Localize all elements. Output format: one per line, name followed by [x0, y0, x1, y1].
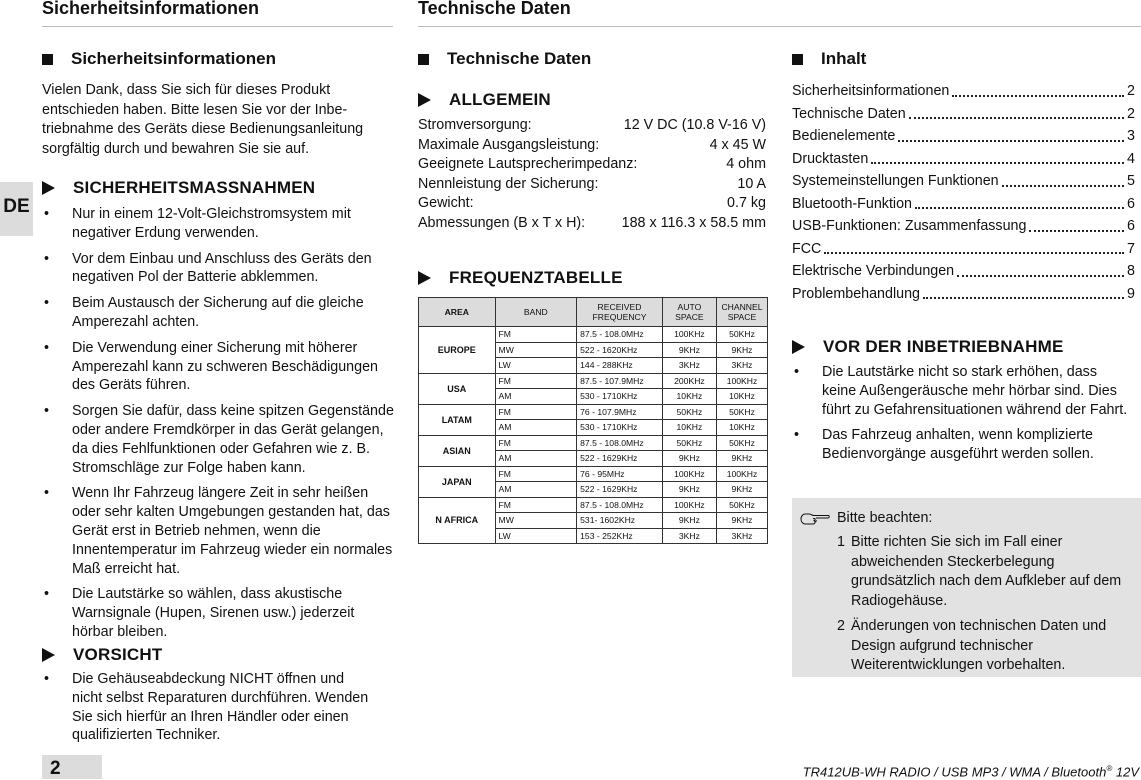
caution-heading-text: VORSICHT	[73, 645, 163, 664]
band-cell: FM	[495, 435, 577, 451]
list-item	[42, 250, 397, 288]
bullet-icon: •	[44, 250, 50, 267]
safety-heading	[42, 49, 276, 69]
spec-row	[418, 136, 766, 156]
spec-value: 0.7 kg	[727, 195, 766, 211]
toc-item[interactable]	[792, 172, 1135, 192]
band-cell: FM	[495, 404, 577, 420]
bullet-icon: •	[44, 295, 50, 312]
toc-page: 8	[1127, 263, 1135, 279]
before-use-heading	[792, 337, 1064, 357]
channel-space-cell: 100KHz	[716, 466, 767, 482]
bullet-icon: •	[794, 427, 800, 444]
toc-page: 7	[1127, 240, 1135, 257]
col-header-channel-line2: SPACE	[727, 312, 757, 322]
band-cell: FM	[495, 373, 577, 389]
contents-heading	[792, 49, 866, 69]
spec-value: 10 A	[737, 175, 766, 192]
list-item-text: Die Verwendung einer Sicherung mit höherer Amperezahl kann zu schweren Beschädigungen des Geräts führen.	[72, 339, 378, 394]
triangle-bullet-icon	[42, 181, 55, 195]
caution-heading	[42, 645, 162, 665]
list-item	[42, 205, 397, 243]
area-cell: LATAM	[419, 404, 496, 435]
toc-page: 3	[1127, 128, 1135, 144]
safety-intro: Vielen Dank, dass Sie sich für dieses Produkt entschieden haben. Bitte lesen Sie vor der Inbe-triebnahme des Geräts diese Bedienungsanleitung sorgfältig durch und bewahren Sie sie auf.	[42, 82, 364, 157]
spec-label: Nennleistung der Sicherung:	[418, 175, 599, 192]
col-header-auto-line2: SPACE	[675, 312, 704, 322]
toc-leader	[1029, 217, 1124, 232]
registered-mark: ®	[1106, 764, 1113, 773]
freq-cell: 87.5 - 108.0MHz	[577, 327, 663, 343]
freq-cell: 76 - 95MHz	[577, 466, 663, 482]
auto-space-cell: 9KHz	[662, 342, 716, 358]
toc-leader	[898, 127, 1124, 142]
freq-heading	[418, 268, 623, 288]
toc-leader	[957, 262, 1124, 277]
before-use-heading-text: VOR DER INBETRIEBNAHME	[823, 337, 1064, 356]
toc-leader	[1002, 172, 1124, 187]
toc-list	[792, 82, 1135, 307]
list-item-text: Vor dem Einbau und Anschluss des Geräts den negativen Pol der Batterie abklemmen.	[72, 250, 372, 286]
toc-page: 6	[1127, 218, 1135, 234]
list-item-text: Wenn Ihr Fahrzeug längere Zeit in sehr heißen oder sehr kalten Umgebungen gestanden hat, das Gerät erst in Betrieb nehmen, wenn die Innentemperatur im Fahrzeug wieder ein normales Maß erreicht hat.	[72, 485, 393, 577]
channel-space-cell: 100KHz	[716, 373, 767, 389]
toc-item[interactable]	[792, 150, 1135, 170]
bullet-icon: •	[794, 364, 800, 380]
freq-cell: 531- 1602KHz	[577, 513, 663, 529]
general-heading-text: ALLGEMEIN	[449, 90, 551, 109]
freq-cell: 530 - 1710KHz	[577, 420, 663, 436]
spec-label: Stromversorgung:	[418, 117, 532, 133]
table-row	[419, 373, 768, 389]
channel-space-cell: 50KHz	[716, 497, 767, 513]
spec-row	[418, 214, 766, 234]
col-header-auto	[662, 298, 716, 327]
band-cell: LW	[495, 528, 577, 544]
table-row	[419, 466, 768, 482]
toc-title: Systemeinstellungen Funktionen	[792, 173, 999, 189]
language-tab-label: DE	[3, 196, 30, 217]
toc-title: USB-Funktionen: Zusammenfassung	[792, 218, 1027, 234]
bullet-icon: •	[44, 206, 50, 222]
toc-leader	[952, 82, 1124, 97]
page-number: 2	[50, 758, 61, 779]
bullet-icon: •	[44, 671, 50, 687]
band-cell: FM	[495, 497, 577, 513]
toc-item[interactable]	[792, 82, 1135, 102]
channel-space-cell: 9KHz	[716, 342, 767, 358]
toc-item[interactable]	[792, 195, 1135, 215]
auto-space-cell: 9KHz	[662, 482, 716, 498]
square-bullet-icon	[42, 54, 53, 65]
area-cell: ASIAN	[419, 435, 496, 466]
bullet-icon: •	[44, 586, 50, 603]
list-item	[42, 484, 397, 578]
freq-cell: 153 - 252KHz	[577, 528, 663, 544]
table-header-row	[419, 298, 768, 327]
toc-title: Technische Daten	[792, 105, 906, 122]
toc-item[interactable]	[792, 285, 1135, 305]
square-bullet-icon	[792, 54, 803, 65]
bullet-icon: •	[44, 339, 50, 356]
note-title: Bitte beachten:	[837, 510, 933, 526]
area-cell: JAPAN	[419, 466, 496, 497]
spec-row	[418, 155, 766, 175]
table-row	[419, 404, 768, 420]
tech-heading-text: Technische Daten	[447, 49, 592, 68]
caution-list	[42, 670, 377, 752]
toc-page: 6	[1127, 195, 1135, 212]
toc-item[interactable]	[792, 217, 1135, 237]
spec-row	[418, 175, 766, 195]
area-cell: N AFRICA	[419, 497, 496, 544]
freq-cell: 87.5 - 108.0MHz	[577, 497, 663, 513]
footer-model-name: TR412UB-WH RADIO / USB MP3 / WMA / Bluetooth	[802, 764, 1107, 780]
list-item-text: Sorgen Sie dafür, dass keine spitzen Gegenstände oder andere Fremdkörper in das Gerät gelangen, da dies Fehlfunktionen oder Gefahren wie z. B. Stromschläge zur Folge haben kann.	[72, 403, 394, 476]
col-header-band: BAND	[495, 298, 577, 327]
list-item	[42, 585, 397, 641]
col-header-area: AREA	[419, 298, 496, 327]
col-header-auto-line1: AUTO	[677, 302, 702, 312]
note-item	[837, 617, 1132, 676]
channel-space-cell: 9KHz	[716, 482, 767, 498]
auto-space-cell: 100KHz	[662, 497, 716, 513]
band-cell: LW	[495, 358, 577, 374]
toc-leader	[871, 150, 1124, 165]
note-box	[792, 498, 1141, 677]
toc-item[interactable]	[792, 240, 1135, 260]
freq-cell: 144 - 288KHz	[577, 358, 663, 374]
col-header-received-line1: RECEIVED	[597, 302, 642, 312]
spec-label: Geeignete Lautsprecherimpedanz:	[418, 156, 638, 172]
freq-cell: 87.5 - 107.9MHz	[577, 373, 663, 389]
freq-heading-text: FREQUENZTABELLE	[449, 268, 623, 287]
list-item	[792, 363, 1132, 419]
band-cell: AM	[495, 389, 577, 405]
spec-value: 4 ohm	[726, 156, 766, 172]
toc-item[interactable]	[792, 262, 1135, 282]
measures-heading	[42, 178, 315, 198]
spec-list	[418, 116, 766, 233]
auto-space-cell: 3KHz	[662, 358, 716, 374]
spec-row	[418, 194, 766, 214]
safety-heading-text: Sicherheitsinformationen	[71, 49, 276, 68]
spec-value: 188 x 116.3 x 58.5 mm	[621, 214, 766, 231]
auto-space-cell: 50KHz	[662, 404, 716, 420]
toc-title: Bedienelemente	[792, 128, 896, 144]
toc-title: Drucktasten	[792, 150, 869, 167]
band-cell: FM	[495, 466, 577, 482]
auto-space-cell: 50KHz	[662, 435, 716, 451]
channel-space-cell: 9KHz	[716, 513, 767, 529]
channel-space-cell: 3KHz	[716, 528, 767, 544]
triangle-bullet-icon	[792, 340, 805, 354]
col-header-received	[577, 298, 663, 327]
note-item	[837, 533, 1132, 611]
list-item	[42, 339, 397, 395]
auto-space-cell: 3KHz	[662, 528, 716, 544]
band-cell: AM	[495, 451, 577, 467]
toc-page: 9	[1127, 285, 1135, 302]
auto-space-cell: 9KHz	[662, 513, 716, 529]
col-header-channel-line1: CHANNEL	[721, 302, 763, 312]
toc-leader	[909, 105, 1124, 120]
channel-space-cell: 10KHz	[716, 420, 767, 436]
pointing-hand-icon	[800, 512, 830, 526]
toc-leader	[923, 285, 1124, 300]
toc-title: Sicherheitsinformationen	[792, 83, 950, 99]
channel-space-cell: 10KHz	[716, 389, 767, 405]
freq-cell: 522 - 1620KHz	[577, 342, 663, 358]
toc-title: Problembehandlung	[792, 285, 920, 302]
channel-space-cell: 50KHz	[716, 404, 767, 420]
header-right-rule	[418, 26, 1141, 27]
list-item	[42, 402, 397, 477]
list-item-text: Die Lautstärke nicht so stark erhöhen, dass keine Außengeräusche mehr hörbar sind. Dies führt zu Gefahrensituationen während der Fahrt.	[822, 364, 1128, 418]
toc-leader	[915, 195, 1124, 210]
before-use-list	[792, 363, 1132, 471]
square-bullet-icon	[418, 54, 429, 65]
channel-space-cell: 9KHz	[716, 451, 767, 467]
bullet-icon: •	[44, 485, 50, 502]
list-item-text: Beim Austausch der Sicherung auf die gleiche Amperezahl achten.	[72, 295, 364, 330]
auto-space-cell: 200KHz	[662, 373, 716, 389]
list-item	[42, 294, 397, 332]
auto-space-cell: 100KHz	[662, 327, 716, 343]
header-left-rule	[42, 26, 393, 27]
band-cell: AM	[495, 482, 577, 498]
col-header-received-line2: FREQUENCY	[592, 312, 647, 322]
header-right-title: Technische Daten	[418, 0, 571, 18]
measures-heading-text: SICHERHEITSMASSNAHMEN	[73, 178, 316, 197]
toc-title: FCC	[792, 240, 822, 257]
spec-label: Gewicht:	[418, 195, 474, 211]
table-row	[419, 327, 768, 343]
freq-cell: 522 - 1629KHz	[577, 482, 663, 498]
channel-space-cell: 50KHz	[716, 327, 767, 343]
toc-page: 2	[1127, 105, 1135, 122]
table-row	[419, 435, 768, 451]
general-heading	[418, 90, 551, 110]
freq-cell: 522 - 1629KHz	[577, 451, 663, 467]
note-list	[837, 533, 1132, 682]
area-cell: USA	[419, 373, 496, 404]
note-number: 2	[837, 618, 845, 634]
spec-value: 12 V DC (10.8 V-16 V)	[623, 117, 766, 133]
channel-space-cell: 50KHz	[716, 435, 767, 451]
auto-space-cell: 100KHz	[662, 466, 716, 482]
toc-page: 2	[1127, 83, 1135, 99]
auto-space-cell: 9KHz	[662, 451, 716, 467]
note-text: Änderungen von technischen Daten und Design aufgrund technischer Weiterentwicklungen vorbehalten.	[851, 618, 1107, 673]
list-item	[42, 670, 377, 745]
toc-leader	[824, 240, 1124, 255]
freq-cell: 530 - 1710KHz	[577, 389, 663, 405]
note-text: Bitte richten Sie sich im Fall einer abweichenden Steckerbelegung grundsätzlich nach dem Aufkleber auf dem Radiogehäuse.	[851, 534, 1122, 609]
col-header-channel	[716, 298, 767, 327]
freq-cell: 76 - 107.9MHz	[577, 404, 663, 420]
toc-title: Bluetooth-Funktion	[792, 195, 913, 212]
triangle-bullet-icon	[418, 271, 431, 285]
footer-voltage: 12V	[1115, 764, 1139, 780]
toc-title: Elektrische Verbindungen	[792, 263, 955, 279]
spec-value: 4 x 45 W	[709, 136, 766, 153]
toc-item[interactable]	[792, 105, 1135, 125]
band-cell: AM	[495, 420, 577, 436]
list-item-text: Das Fahrzeug anhalten, wenn komplizierte Bedienvorgänge ausgeführt werden sollen.	[822, 427, 1094, 463]
toc-page: 5	[1127, 173, 1135, 189]
list-item-text: Die Lautstärke so wählen, dass akustische Warnsignale (Hupen, Sirenen usw.) jederzeit hörbar bleiben.	[72, 586, 355, 640]
footer-model-text	[803, 764, 1139, 779]
toc-item[interactable]	[792, 127, 1135, 147]
note-number: 1	[837, 534, 845, 550]
measures-list	[42, 205, 397, 649]
spec-label: Abmessungen (B x T x H):	[418, 214, 586, 231]
band-cell: FM	[495, 327, 577, 343]
list-item-text: Nur in einem 12-Volt-Gleichstromsystem mit negativer Erdung verwenden.	[72, 206, 351, 241]
band-cell: MW	[495, 342, 577, 358]
frequency-table	[418, 297, 768, 544]
freq-cell: 87.5 - 108.0MHz	[577, 435, 663, 451]
area-cell: EUROPE	[419, 327, 496, 374]
channel-space-cell: 3KHz	[716, 358, 767, 374]
toc-page: 4	[1127, 150, 1135, 167]
spec-row	[418, 116, 766, 136]
list-item-text: Die Gehäuseabdeckung NICHT öffnen und nicht selbst Reparaturen durchführen. Wenden Sie sich hierfür an Ihren Händler oder einen qualifizierten Techniker.	[72, 671, 369, 744]
triangle-bullet-icon	[418, 93, 431, 107]
contents-heading-text: Inhalt	[821, 49, 867, 68]
tech-heading	[418, 49, 591, 69]
header-left-title: Sicherheitsinformationen	[42, 0, 260, 18]
table-row	[419, 497, 768, 513]
bullet-icon: •	[44, 403, 50, 420]
triangle-bullet-icon	[42, 648, 55, 662]
auto-space-cell: 10KHz	[662, 389, 716, 405]
list-item	[792, 426, 1132, 464]
band-cell: MW	[495, 513, 577, 529]
auto-space-cell: 10KHz	[662, 420, 716, 436]
spec-label: Maximale Ausgangsleistung:	[418, 136, 600, 153]
